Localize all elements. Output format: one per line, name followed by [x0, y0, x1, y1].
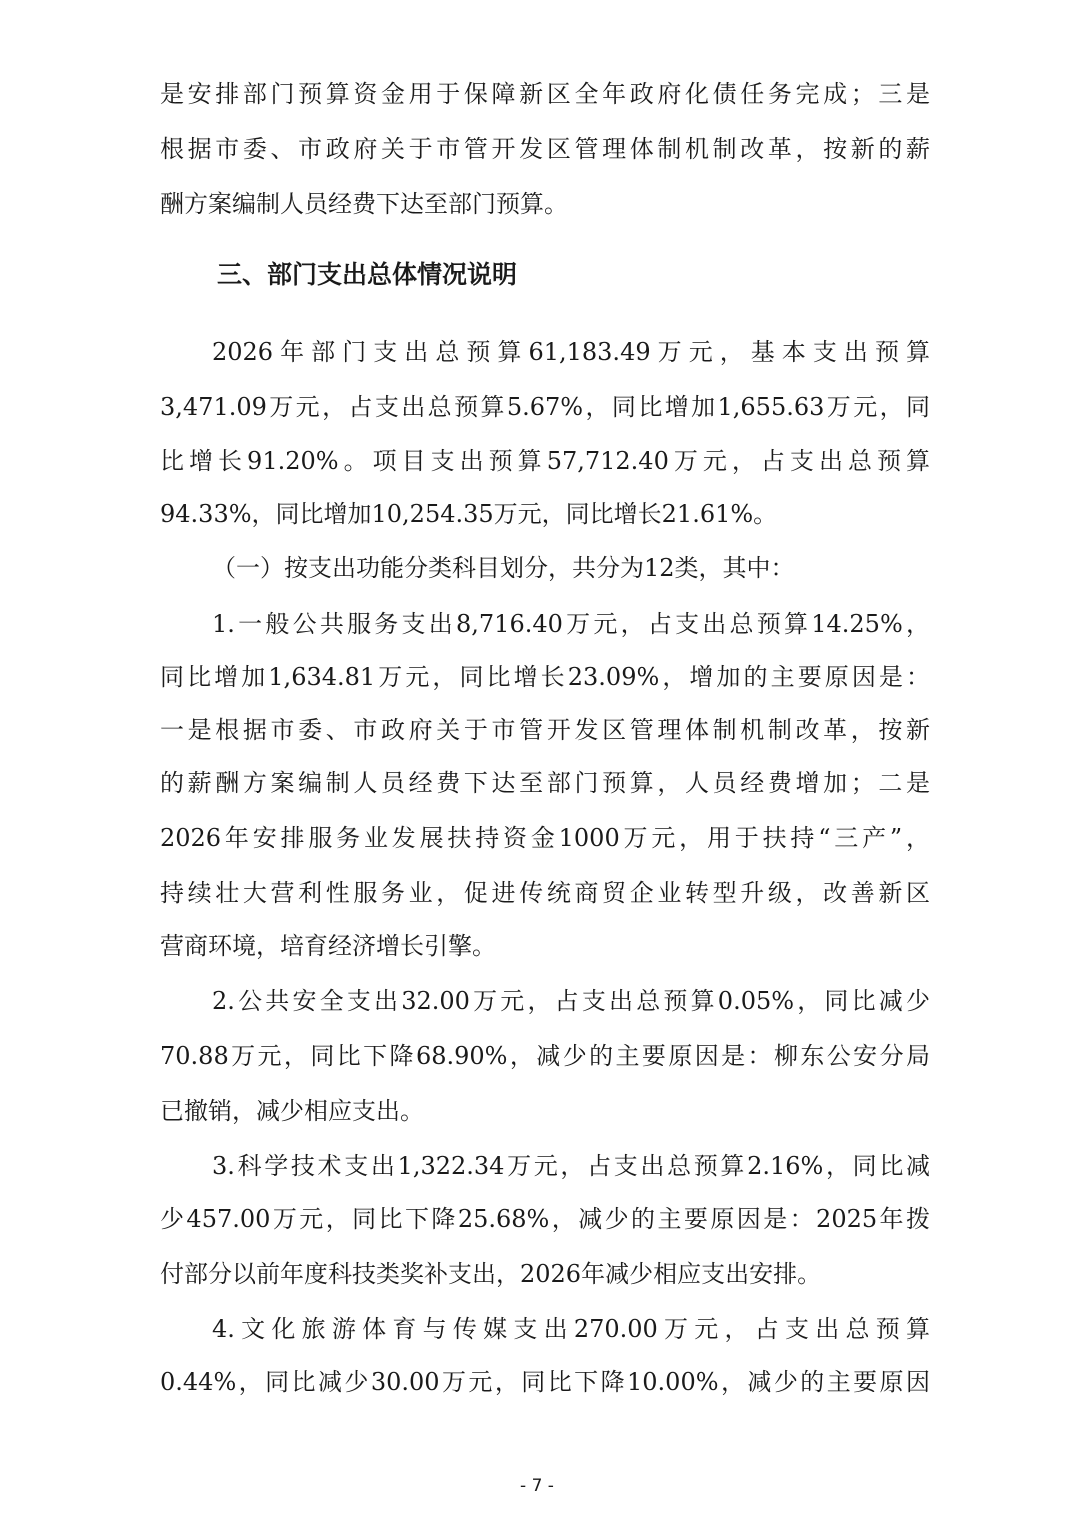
text-line: 2026年安排服务业发展扶持资金1000万元，用于扶持“三产”， [160, 824, 930, 852]
text-line: 根据市委、市政府关于市管开发区管理体制机制改革，按新的薪 [160, 135, 930, 163]
text-line: 2.公共安全支出32.00万元，占支出总预算0.05%，同比减少 [212, 987, 930, 1015]
text-line: 0.44%，同比减少30.00万元，同比下降10.00%，减少的主要原因 [160, 1368, 930, 1396]
text-line: 酬方案编制人员经费下达至部门预算。 [160, 190, 568, 218]
text-line: 3,471.09万元，占支出总预算5.67%，同比增加1,655.63万元，同 [160, 393, 930, 421]
text-line: 一是根据市委、市政府关于市管开发区管理体制机制改革，按新 [160, 716, 930, 744]
text-line: 同比增加1,634.81万元，同比增长23.09%，增加的主要原因是： [160, 663, 930, 691]
page-number: - 7 - [520, 1476, 554, 1496]
section-heading: 三、部门支出总体情况说明 [217, 260, 518, 289]
text-line: 营商环境，培育经济增长引擎。 [160, 932, 496, 960]
text-line: 持续壮大营利性服务业，促进传统商贸企业转型升级，改善新区 [160, 879, 930, 907]
text-line: 2026年部门支出总预算61,183.49万元，基本支出预算 [212, 338, 930, 366]
subsection-heading: （一）按支出功能分类科目划分，共分为12类，其中： [212, 554, 795, 582]
text-line: 的薪酬方案编制人员经费下达至部门预算，人员经费增加；二是 [160, 769, 930, 797]
text-line: 是安排部门预算资金用于保障新区全年政府化债任务完成；三是 [160, 80, 930, 108]
text-line: 已撤销，减少相应支出。 [160, 1097, 424, 1125]
text-line: 4.文化旅游体育与传媒支出270.00万元，占支出总预算 [212, 1315, 930, 1343]
text-line: 比增长91.20%。项目支出预算57,712.40万元，占支出总预算 [160, 447, 930, 475]
text-line: 94.33%，同比增加10,254.35万元，同比增长21.61%。 [160, 500, 778, 528]
text-line: 1.一般公共服务支出8,716.40万元，占支出总预算14.25%， [212, 610, 930, 638]
text-line: 70.88万元，同比下降68.90%，减少的主要原因是：柳东公安分局 [160, 1042, 930, 1070]
text-line: 付部分以前年度科技类奖补支出，2026年减少相应支出安排。 [160, 1260, 822, 1288]
text-line: 3.科学技术支出1,322.34万元，占支出总预算2.16%，同比减 [212, 1152, 930, 1180]
text-line: 少457.00万元，同比下降25.68%，减少的主要原因是：2025年拨 [160, 1205, 930, 1233]
